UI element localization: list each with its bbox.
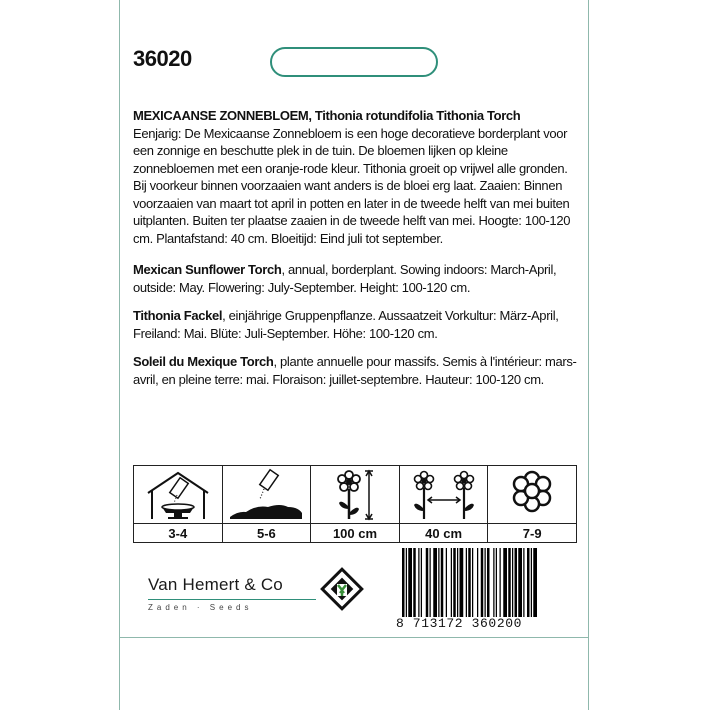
english-body: , annual, borderplant. Sowing indoors: March-April, outside: May. Flowering: July-September. Height: 100-120 cm. xyxy=(133,262,557,295)
outdoor-sowing-cell xyxy=(222,465,312,543)
indoor-sowing-icon xyxy=(138,467,218,522)
brand-underline xyxy=(148,599,316,600)
article-number: 36020 xyxy=(133,46,192,71)
flowering-cell xyxy=(487,465,577,543)
french-title: Soleil du Mexique Torch xyxy=(133,354,274,369)
french-body: , plante annuelle pour massifs. Semis à l'intérieur: mars-avril, en pleine terre: mai. Floraison: juillet-septembre. Hauteur: 100-120 cm. xyxy=(133,354,577,387)
sowing-info-icons xyxy=(133,465,577,543)
seed-packet-back xyxy=(119,0,589,710)
dutch-body: De Mexicaanse Zonnebloem is een hoge decoratieve borderplant voor een zonnige en beschutte plek in de tuin. De bloemen lijken op kleine zonnebloemen met een oranje-rode kleur. Tithonia groeit op vrijwel alle gronden. Bij voorkeur binnen voorzaaien want anders is de bloei erg laat. Zaaien: Binnen voorzaaien van maart tot april in potten en later in de tweede helft van mei buiten uitplanten. Buiten ter plaatse zaaien in de tweede helft van mei. Hoogte: 100-120 cm. Plantafstand: 40 cm. Bloeitijd: Eind juli tot september. xyxy=(133,125,571,246)
outdoor-sowing-value: 5-6 xyxy=(256,525,276,541)
english-title: Mexican Sunflower Torch xyxy=(133,262,282,277)
outdoor-sowing-icon xyxy=(226,467,306,522)
barcode-number: 8 713172 360200 xyxy=(396,616,523,631)
plant-height-value: 100 cm xyxy=(332,525,378,541)
flowering-value: 7-9 xyxy=(522,525,542,541)
dutch-lead: Eenjarig: xyxy=(133,125,182,141)
brand-logo-text: Van Hemert & Co xyxy=(148,575,283,594)
german-title: Tithonia Fackel xyxy=(133,308,223,323)
brand-emblem-icon xyxy=(319,566,365,612)
article-label-box xyxy=(270,47,438,77)
german-body: , einjährige Gruppenpflanze. Aussaatzeit Vorkultur: März-April, Freiland: Mai. Blüte: Juli-September. Höhe: 100-120 cm. xyxy=(133,308,559,341)
flowering-icon xyxy=(492,467,572,522)
indoor-sowing-value: 3-4 xyxy=(168,525,188,541)
plant-spacing-value: 40 cm xyxy=(425,525,463,541)
indoor-sowing-cell xyxy=(133,465,223,543)
german-description xyxy=(133,307,578,342)
fold-line xyxy=(120,637,588,638)
barcode xyxy=(402,548,572,617)
brand-tagline: Zaden · Seeds xyxy=(148,603,253,612)
dutch-title: MEXICAANSE ZONNEBLOEM, Tithonia rotundifolia Tithonia Torch xyxy=(133,108,521,123)
plant-spacing-icon xyxy=(404,467,484,522)
french-description xyxy=(133,353,578,388)
plant-spacing-cell xyxy=(399,465,489,543)
english-description xyxy=(133,261,578,296)
plant-height-cell xyxy=(310,465,400,543)
plant-height-icon xyxy=(315,467,395,522)
dutch-description xyxy=(133,107,578,247)
